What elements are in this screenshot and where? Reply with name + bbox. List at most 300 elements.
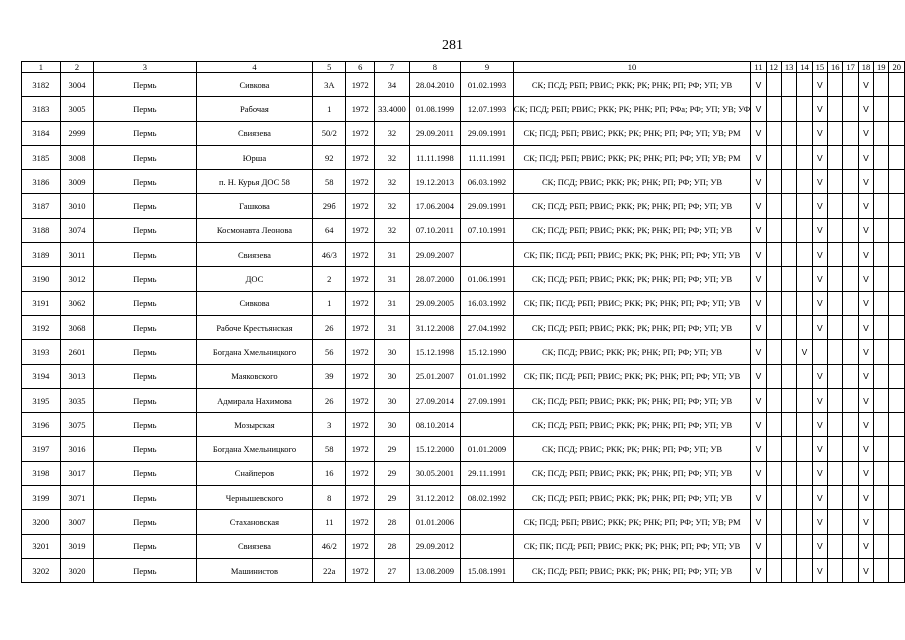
cell-street: Сивкова [196,291,313,315]
table-row [22,170,905,194]
cell-flag-19 [874,145,889,169]
column-header-20: 20 [889,62,905,73]
cell-row-number: 3198 [22,461,61,485]
cell-date-2: 27.09.1991 [461,388,514,412]
cell-date-2: 11.11.1991 [461,145,514,169]
cell-object-id: 3011 [60,243,93,267]
table-row [22,267,905,291]
cell-house-number: 26 [313,388,346,412]
cell-house-number: 22а [313,558,346,582]
cell-object-id: 3013 [60,364,93,388]
cell-date-2: 01.01.2009 [461,437,514,461]
cell-row-number: 3187 [22,194,61,218]
cell-flag-16 [828,170,843,194]
cell-age: 31 [375,243,409,267]
cell-flag-18: V [858,461,873,485]
cell-street: Юрша [196,145,313,169]
cell-flag-19 [874,121,889,145]
cell-year: 1972 [346,121,375,145]
cell-year: 1972 [346,413,375,437]
cell-flag-13 [781,388,796,412]
cell-flag-14 [797,97,812,121]
cell-year: 1972 [346,73,375,97]
cell-flag-15: V [812,218,827,242]
cell-flag-18: V [858,194,873,218]
cell-codes: СК; ПСД; РБП; РВИС; РКК; РК; РНК; РП; РФ; УП; УВ; РМ [513,510,751,534]
cell-flag-11: V [751,243,766,267]
cell-flag-12 [766,558,781,582]
cell-date-1: 29.09.2005 [409,291,461,315]
cell-codes: СК; ПСД; РБП; РВИС; РКК; РК; РНК; РП; РФ; УП; УВ [513,461,751,485]
cell-flag-11: V [751,291,766,315]
cell-codes: СК; ПСД; РВИС; РКК; РК; РНК; РП; РФ; УП; УВ [513,437,751,461]
cell-street: Рабоче Крестьянская [196,315,313,339]
cell-flag-15: V [812,267,827,291]
cell-codes: СК; ПК; ПСД; РБП; РВИС; РКК; РК; РНК; РП; РФ; УП; УВ [513,243,751,267]
cell-age: 31 [375,267,409,291]
cell-flag-20 [889,170,905,194]
cell-flag-19 [874,194,889,218]
cell-street: ДОС [196,267,313,291]
cell-flag-18: V [858,413,873,437]
cell-codes: СК; ПК; ПСД; РБП; РВИС; РКК; РК; РНК; РП; РФ; УП; УВ [513,534,751,558]
cell-flag-19 [874,218,889,242]
column-header-2: 2 [60,62,93,73]
cell-row-number: 3192 [22,315,61,339]
cell-flag-15: V [812,388,827,412]
cell-age: 28 [375,510,409,534]
cell-date-2: 29.09.1991 [461,121,514,145]
cell-house-number: 92 [313,145,346,169]
table-row [22,461,905,485]
cell-date-1: 30.05.2001 [409,461,461,485]
cell-flag-19 [874,243,889,267]
cell-street: Богдана Хмельницкого [196,437,313,461]
cell-flag-13 [781,267,796,291]
cell-flag-11: V [751,170,766,194]
cell-year: 1972 [346,97,375,121]
column-header-6: 6 [346,62,375,73]
cell-flag-14: V [797,340,812,364]
cell-year: 1972 [346,243,375,267]
cell-flag-14 [797,510,812,534]
cell-codes: СК; ПСД; РБП; РВИС; РКК; РК; РНК; РП; РФ; УП; УВ [513,413,751,437]
table-row [22,291,905,315]
cell-flag-12 [766,121,781,145]
cell-city: Пермь [94,243,197,267]
cell-age: 31 [375,291,409,315]
cell-house-number: 1 [313,97,346,121]
cell-flag-11: V [751,364,766,388]
cell-date-2 [461,510,514,534]
cell-row-number: 3196 [22,413,61,437]
cell-date-1: 29.09.2007 [409,243,461,267]
cell-house-number: 50/2 [313,121,346,145]
cell-row-number: 3199 [22,486,61,510]
cell-flag-19 [874,170,889,194]
cell-date-2: 06.03.1992 [461,170,514,194]
cell-date-2: 29.09.1991 [461,194,514,218]
cell-codes: СК; ПСД; РБП; РВИС; РКК; РК; РНК; РП; РФ; УП; УВ [513,73,751,97]
cell-date-2: 07.10.1991 [461,218,514,242]
cell-city: Пермь [94,364,197,388]
cell-row-number: 3188 [22,218,61,242]
cell-flag-13 [781,340,796,364]
cell-row-number: 3197 [22,437,61,461]
cell-flag-12 [766,388,781,412]
table-row [22,218,905,242]
column-header-16: 16 [828,62,843,73]
cell-year: 1972 [346,267,375,291]
cell-flag-15: V [812,97,827,121]
cell-flag-16 [828,413,843,437]
cell-flag-18: V [858,558,873,582]
cell-flag-16 [828,388,843,412]
cell-age: 29 [375,461,409,485]
cell-codes: СК; ПСД; РБП; РВИС; РКК; РК; РНК; РП; РФ; УП; УВ [513,558,751,582]
cell-flag-19 [874,534,889,558]
cell-codes: СК; ПСД; РБП; РВИС; РКК; РК; РНК; РП; РФ; УП; УВ; РМ [513,121,751,145]
cell-codes: СК; ПСД; РБП; РВИС; РКК; РК; РНК; РП; РФ; УП; УВ [513,194,751,218]
cell-flag-20 [889,534,905,558]
cell-house-number: 29б [313,194,346,218]
cell-date-1: 31.12.2008 [409,315,461,339]
cell-flag-13 [781,121,796,145]
cell-flag-14 [797,437,812,461]
table-row [22,364,905,388]
cell-age: 32 [375,194,409,218]
cell-year: 1972 [346,194,375,218]
cell-flag-13 [781,315,796,339]
cell-flag-11: V [751,486,766,510]
table-row [22,510,905,534]
cell-flag-14 [797,218,812,242]
cell-flag-19 [874,461,889,485]
cell-flag-14 [797,267,812,291]
table-row [22,315,905,339]
cell-flag-19 [874,97,889,121]
cell-flag-17 [843,145,858,169]
cell-flag-12 [766,291,781,315]
cell-age: 28 [375,534,409,558]
cell-flag-18: V [858,73,873,97]
cell-object-id: 3008 [60,145,93,169]
cell-year: 1972 [346,510,375,534]
cell-object-id: 2999 [60,121,93,145]
cell-street: Свиязева [196,243,313,267]
cell-flag-16 [828,461,843,485]
cell-city: Пермь [94,437,197,461]
cell-flag-16 [828,218,843,242]
cell-row-number: 3194 [22,364,61,388]
cell-city: Пермь [94,558,197,582]
cell-house-number: 26 [313,315,346,339]
cell-flag-16 [828,267,843,291]
cell-object-id: 3007 [60,510,93,534]
cell-date-2: 01.01.1992 [461,364,514,388]
cell-flag-15: V [812,315,827,339]
cell-house-number: 3А [313,73,346,97]
cell-flag-13 [781,558,796,582]
cell-flag-12 [766,510,781,534]
cell-year: 1972 [346,388,375,412]
cell-date-1: 29.09.2012 [409,534,461,558]
cell-year: 1972 [346,437,375,461]
cell-codes: СК; ПСД; РБП; РВИС; РКК; РК; РНК; РП; РФ; УП; УВ [513,267,751,291]
cell-flag-19 [874,364,889,388]
cell-flag-15: V [812,364,827,388]
cell-city: Пермь [94,534,197,558]
cell-row-number: 3182 [22,73,61,97]
cell-house-number: 64 [313,218,346,242]
table-row [22,243,905,267]
cell-flag-17 [843,73,858,97]
table-row [22,486,905,510]
cell-row-number: 3201 [22,534,61,558]
cell-flag-15: V [812,121,827,145]
cell-flag-17 [843,364,858,388]
cell-flag-17 [843,218,858,242]
cell-city: Пермь [94,97,197,121]
cell-object-id: 3071 [60,486,93,510]
cell-flag-14 [797,486,812,510]
cell-flag-18: V [858,510,873,534]
cell-flag-12 [766,413,781,437]
cell-flag-20 [889,73,905,97]
column-header-17: 17 [843,62,858,73]
cell-object-id: 3019 [60,534,93,558]
cell-flag-20 [889,267,905,291]
cell-age: 32 [375,145,409,169]
column-header-15: 15 [812,62,827,73]
cell-row-number: 3184 [22,121,61,145]
page-number: 281 [442,38,463,53]
cell-street: Маяковского [196,364,313,388]
table-row [22,121,905,145]
cell-flag-14 [797,413,812,437]
cell-flag-12 [766,364,781,388]
cell-flag-15: V [812,291,827,315]
cell-flag-20 [889,340,905,364]
cell-city: Пермь [94,388,197,412]
column-header-14: 14 [797,62,812,73]
cell-age: 29 [375,437,409,461]
cell-flag-20 [889,413,905,437]
cell-flag-20 [889,315,905,339]
cell-flag-20 [889,461,905,485]
cell-object-id: 3009 [60,170,93,194]
cell-flag-17 [843,558,858,582]
cell-flag-11: V [751,267,766,291]
cell-city: Пермь [94,340,197,364]
cell-flag-16 [828,315,843,339]
cell-year: 1972 [346,534,375,558]
cell-flag-12 [766,267,781,291]
cell-flag-18: V [858,243,873,267]
cell-flag-20 [889,486,905,510]
table-row [22,145,905,169]
cell-flag-11: V [751,73,766,97]
cell-date-1: 07.10.2011 [409,218,461,242]
cell-flag-12 [766,194,781,218]
cell-flag-12 [766,97,781,121]
cell-age: 33.4000 [375,97,409,121]
cell-flag-11: V [751,145,766,169]
cell-year: 1972 [346,315,375,339]
cell-flag-17 [843,267,858,291]
cell-flag-13 [781,461,796,485]
cell-codes: СК; ПСД; РБП; РВИС; РКК; РК; РНК; РП; РФ; УП; УВ; РМ [513,145,751,169]
cell-flag-20 [889,510,905,534]
cell-flag-15: V [812,145,827,169]
cell-flag-16 [828,145,843,169]
cell-codes: СК; ПСД; РБП; РВИС; РКК; РК; РНК; РП; РФ; УП; УВ [513,388,751,412]
cell-date-2 [461,243,514,267]
cell-codes: СК; ПСД; РБП; РВИС; РКК; РК; РНК; РП; РФа; РФ; УП; УВ; УФ [513,97,751,121]
table-row [22,558,905,582]
cell-street: Сивкова [196,73,313,97]
cell-codes: СК; ПСД; РБП; РВИС; РКК; РК; РНК; РП; РФ; УП; УВ [513,218,751,242]
cell-flag-16 [828,486,843,510]
column-header-13: 13 [781,62,796,73]
cell-flag-13 [781,486,796,510]
cell-flag-16 [828,243,843,267]
cell-age: 32 [375,218,409,242]
cell-flag-14 [797,291,812,315]
cell-city: Пермь [94,218,197,242]
cell-year: 1972 [346,218,375,242]
cell-object-id: 3062 [60,291,93,315]
cell-city: Пермь [94,486,197,510]
column-header-12: 12 [766,62,781,73]
cell-flag-16 [828,194,843,218]
column-header-8: 8 [409,62,461,73]
cell-object-id: 3005 [60,97,93,121]
cell-object-id: 3020 [60,558,93,582]
cell-date-1: 15.12.1998 [409,340,461,364]
table-row [22,340,905,364]
cell-age: 31 [375,315,409,339]
cell-house-number: 56 [313,340,346,364]
column-header-19: 19 [874,62,889,73]
cell-flag-14 [797,364,812,388]
cell-flag-11: V [751,461,766,485]
cell-age: 34 [375,73,409,97]
cell-flag-15: V [812,486,827,510]
cell-house-number: 16 [313,461,346,485]
cell-flag-17 [843,437,858,461]
cell-flag-17 [843,243,858,267]
cell-flag-11: V [751,218,766,242]
cell-date-1: 31.12.2012 [409,486,461,510]
cell-year: 1972 [346,486,375,510]
table-row [22,388,905,412]
cell-street: Мозырская [196,413,313,437]
cell-year: 1972 [346,291,375,315]
cell-date-2: 27.04.1992 [461,315,514,339]
cell-city: Пермь [94,267,197,291]
cell-flag-19 [874,558,889,582]
cell-codes: СК; ПК; ПСД; РБП; РВИС; РКК; РК; РНК; РП; РФ; УП; УВ [513,291,751,315]
cell-flag-12 [766,340,781,364]
cell-flag-19 [874,413,889,437]
cell-date-1: 08.10.2014 [409,413,461,437]
cell-flag-14 [797,461,812,485]
cell-flag-18: V [858,534,873,558]
cell-row-number: 3185 [22,145,61,169]
cell-flag-15: V [812,73,827,97]
cell-city: Пермь [94,461,197,485]
cell-flag-16 [828,73,843,97]
cell-flag-16 [828,97,843,121]
cell-flag-18: V [858,291,873,315]
cell-flag-20 [889,97,905,121]
cell-flag-11: V [751,97,766,121]
cell-object-id: 3012 [60,267,93,291]
cell-flag-16 [828,121,843,145]
cell-date-2: 15.08.1991 [461,558,514,582]
cell-date-1: 28.07.2000 [409,267,461,291]
cell-house-number: 39 [313,364,346,388]
cell-flag-19 [874,315,889,339]
cell-flag-15: V [812,413,827,437]
cell-flag-19 [874,486,889,510]
cell-house-number: 11 [313,510,346,534]
cell-street: Свиязева [196,534,313,558]
cell-age: 32 [375,121,409,145]
cell-flag-17 [843,315,858,339]
cell-date-2: 12.07.1993 [461,97,514,121]
cell-date-1: 01.08.1999 [409,97,461,121]
cell-flag-17 [843,413,858,437]
cell-object-id: 3074 [60,218,93,242]
cell-date-2: 08.02.1992 [461,486,514,510]
cell-date-1: 27.09.2014 [409,388,461,412]
cell-object-id: 3017 [60,461,93,485]
cell-flag-12 [766,315,781,339]
cell-row-number: 3183 [22,97,61,121]
cell-flag-14 [797,315,812,339]
cell-flag-20 [889,218,905,242]
cell-age: 32 [375,170,409,194]
cell-flag-12 [766,73,781,97]
cell-flag-17 [843,486,858,510]
cell-row-number: 3191 [22,291,61,315]
cell-codes: СК; ПСД; РБП; РВИС; РКК; РК; РНК; РП; РФ; УП; УВ [513,315,751,339]
cell-street: Адмирала Нахимова [196,388,313,412]
cell-flag-17 [843,194,858,218]
cell-flag-14 [797,534,812,558]
cell-flag-13 [781,437,796,461]
cell-flag-20 [889,121,905,145]
cell-flag-17 [843,121,858,145]
column-header-5: 5 [313,62,346,73]
cell-street: Богдана Хмельницкого [196,340,313,364]
cell-date-1: 01.01.2006 [409,510,461,534]
cell-flag-17 [843,170,858,194]
cell-flag-14 [797,121,812,145]
cell-flag-18: V [858,486,873,510]
column-header-7: 7 [375,62,409,73]
cell-object-id: 3004 [60,73,93,97]
cell-city: Пермь [94,145,197,169]
cell-street: Чернышевского [196,486,313,510]
cell-age: 30 [375,340,409,364]
table-row [22,97,905,121]
cell-flag-13 [781,97,796,121]
cell-flag-12 [766,243,781,267]
cell-age: 29 [375,486,409,510]
